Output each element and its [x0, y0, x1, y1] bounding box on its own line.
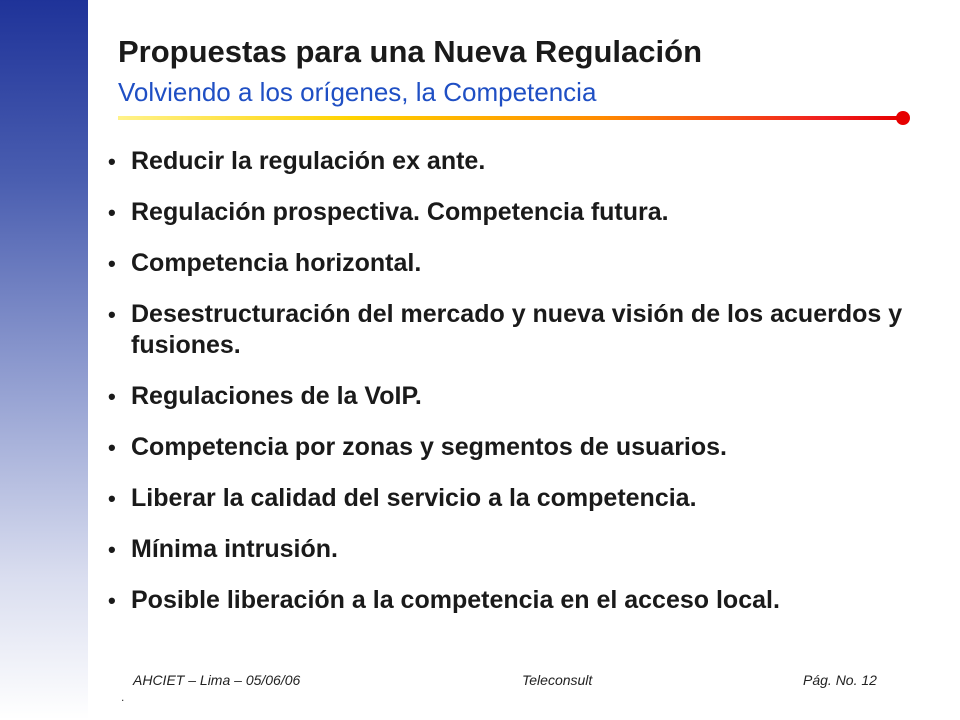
bullet-item — [108, 585, 908, 616]
slide-title: Propuestas para una Nueva Regulación — [118, 34, 703, 69]
bullet-dot: • — [108, 486, 116, 511]
bullet-item — [108, 534, 908, 565]
bullet-text: Regulación prospectiva. Competencia futura. — [131, 198, 669, 226]
footer-mark: . — [121, 690, 125, 704]
footer-company: Teleconsult — [522, 672, 593, 688]
bullet-dot: • — [108, 200, 116, 225]
side-gradient-bar — [0, 0, 88, 720]
bullet-text: Desestructuración del mercado y nueva visión de los acuerdos y fusiones. — [131, 300, 903, 359]
bullet-dot: • — [108, 149, 116, 174]
bullet-item — [108, 197, 908, 228]
bullet-text: Posible liberación a la competencia en el acceso local. — [131, 586, 780, 614]
bullet-dot: • — [108, 588, 116, 613]
bullet-item — [108, 248, 908, 279]
slide-subtitle: Volviendo a los orígenes, la Competencia — [118, 77, 597, 107]
bullet-text: Competencia horizontal. — [131, 249, 422, 277]
bullet-dot: • — [108, 251, 116, 276]
bullet-item — [108, 432, 908, 463]
bullet-item — [108, 299, 908, 361]
divider-end-dot — [896, 111, 910, 125]
title-divider-line — [118, 116, 900, 120]
bullet-text: Competencia por zonas y segmentos de usuarios. — [131, 433, 727, 461]
bullet-item — [108, 483, 908, 514]
bullet-text: Mínima intrusión. — [131, 535, 338, 563]
bullet-list — [108, 146, 908, 636]
footer-page-number: Pág. No. 12 — [803, 672, 877, 688]
bullet-text: Regulaciones de la VoIP. — [131, 382, 422, 410]
bullet-dot: • — [108, 537, 116, 562]
bullet-text: Liberar la calidad del servicio a la competencia. — [131, 484, 697, 512]
bullet-dot: • — [108, 384, 116, 409]
bullet-item — [108, 381, 908, 412]
bullet-text: Reducir la regulación ex ante. — [131, 147, 486, 175]
footer-event: AHCIET – Lima – 05/06/06 — [133, 672, 301, 688]
bullet-dot: • — [108, 302, 116, 327]
bullet-item — [108, 146, 908, 177]
bullet-dot: • — [108, 435, 116, 460]
